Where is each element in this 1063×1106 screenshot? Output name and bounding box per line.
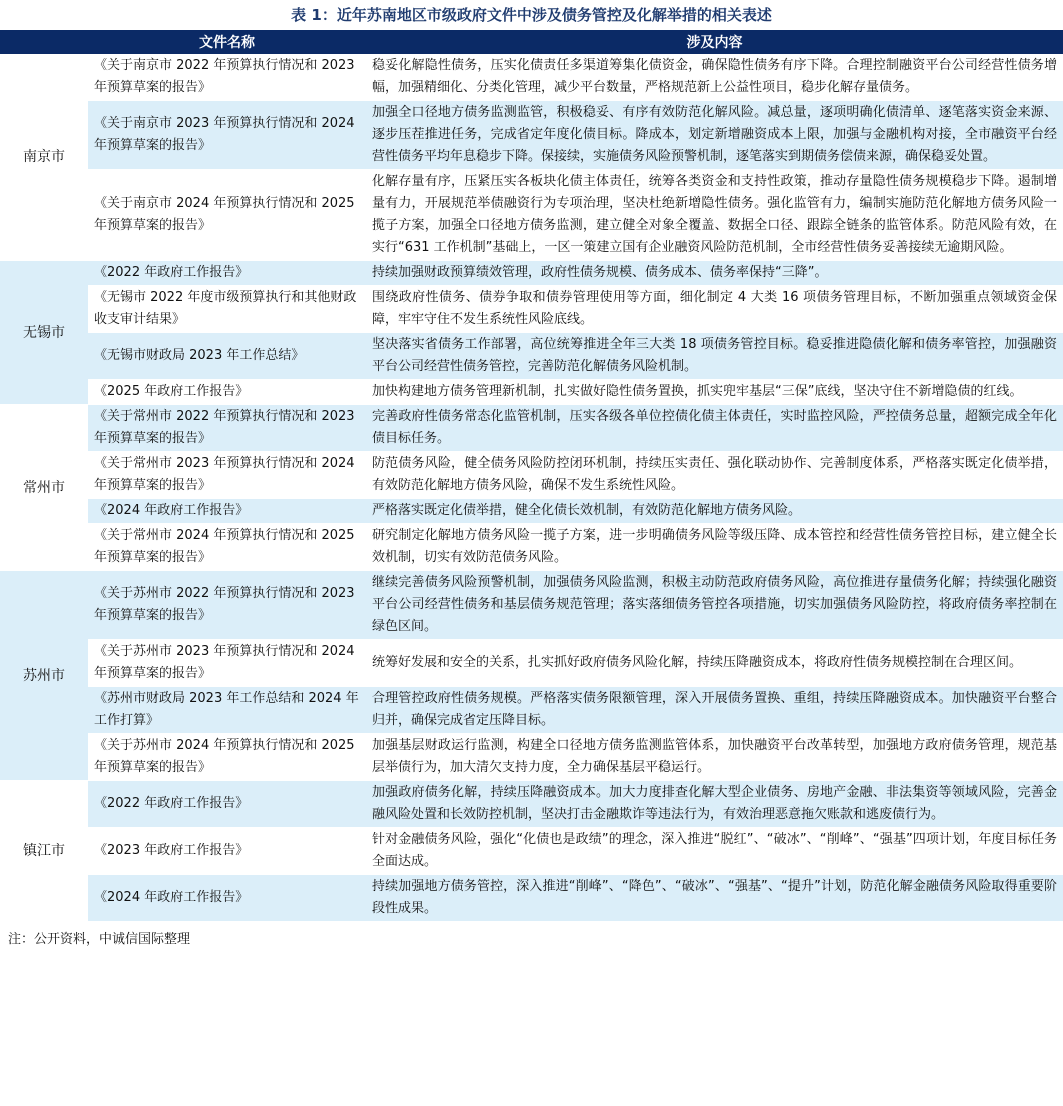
table-title: 表 1：近年苏南地区市级政府文件中涉及债务管控及化解举措的相关表述	[291, 6, 772, 24]
table-row	[0, 170, 1063, 261]
doc-name-cell: 《关于苏州市 2024 年预算执行情况和 2025 年预算草案的报告》	[88, 734, 366, 781]
table-row	[0, 499, 1063, 524]
header-blank	[0, 30, 88, 54]
table-row	[0, 640, 1063, 687]
doc-name-cell: 《关于常州市 2022 年预算执行情况和 2023 年预算草案的报告》	[88, 405, 366, 452]
content-cell: 统筹好发展和安全的关系，扎实抓好政府债务风险化解，持续压降融资成本，将政府性债务规模控制在合理区间。	[366, 640, 1063, 687]
doc-name-cell: 《2024 年政府工作报告》	[88, 875, 366, 922]
doc-name-cell: 《关于南京市 2024 年预算执行情况和 2025 年预算草案的报告》	[88, 170, 366, 261]
table-row	[0, 452, 1063, 499]
doc-name-cell: 《关于南京市 2022 年预算执行情况和 2023 年预算草案的报告》	[88, 54, 366, 101]
doc-name-cell: 《2022 年政府工作报告》	[88, 261, 366, 286]
doc-name-cell: 《关于常州市 2024 年预算执行情况和 2025 年预算草案的报告》	[88, 524, 366, 571]
content-cell: 加强政府债务化解，持续压降融资成本。加大力度排查化解大型企业债务、房地产金融、非法集资等领域风险，完善金融风险处置和长效防控机制，坚决打击金融欺诈等违法行为，有效治理恶意拖欠账款和逃废债行为。	[366, 781, 1063, 828]
city-cell: 苏州市	[0, 571, 88, 781]
content-cell: 严格落实既定化债举措，健全化债长效机制，有效防范化解地方债务风险。	[366, 499, 1063, 524]
content-cell: 围绕政府性债务、债券争取和债券管理使用等方面，细化制定 4 大类 16 项债务管理目标，不断加强重点领域资金保障，牢牢守住不发生系统性风险底线。	[366, 286, 1063, 333]
doc-name-cell: 《关于南京市 2023 年预算执行情况和 2024 年预算草案的报告》	[88, 101, 366, 170]
content-cell: 持续加强财政预算绩效管理，政府性债务规模、债务成本、债务率保持“三降”。	[366, 261, 1063, 286]
content-cell: 持续加强地方债务管控，深入推进“削峰”、“降色”、“破冰”、“强基”、“提升”计划，防范化解金融债务风险取得重要阶段性成果。	[366, 875, 1063, 922]
table-row	[0, 380, 1063, 405]
table-row	[0, 101, 1063, 170]
table-row	[0, 54, 1063, 101]
content-cell: 加快构建地方债务管理新机制，扎实做好隐性债务置换，抓实兜牢基层“三保”底线，坚决守住不新增隐债的红线。	[366, 380, 1063, 405]
content-cell: 针对金融债务风险，强化“化债也是政绩”的理念，深入推进“脱红”、“破冰”、“削峰”、“强基”四项计划，年度目标任务全面达成。	[366, 828, 1063, 875]
table-row	[0, 261, 1063, 286]
doc-name-cell: 《关于苏州市 2023 年预算执行情况和 2024 年预算草案的报告》	[88, 640, 366, 687]
doc-name-cell: 《无锡市财政局 2023 年工作总结》	[88, 333, 366, 380]
header-content: 涉及内容	[366, 30, 1063, 54]
table-row	[0, 524, 1063, 571]
doc-name-cell: 《无锡市 2022 年度市级预算执行和其他财政收支审计结果》	[88, 286, 366, 333]
header-doc-name: 文件名称	[88, 30, 366, 54]
doc-name-cell: 《2024 年政府工作报告》	[88, 499, 366, 524]
city-cell: 镇江市	[0, 781, 88, 922]
table-header-row	[0, 30, 1063, 54]
table-row	[0, 734, 1063, 781]
city-cell: 常州市	[0, 405, 88, 571]
content-cell: 加强全口径地方债务监测监管，积极稳妥、有序有效防范化解风险。减总量，逐项明确化债清单、逐笔落实资金来源、逐步压茬推进任务，完成省定年度化债目标。降成本，划定新增融资成本上限，加强与金融机构对接，全市融资平台经营性债务平均年息稳步下降。保接续，实施债务风险预警机制，逐笔落实到期债务偿债来源，确保稳妥处置。	[366, 101, 1063, 170]
doc-name-cell: 《苏州市财政局 2023 年工作总结和 2024 年工作打算》	[88, 687, 366, 734]
table-row	[0, 781, 1063, 828]
table-row	[0, 571, 1063, 640]
content-cell: 继续完善债务风险预警机制，加强债务风险监测，积极主动防范政府债务风险，高位推进存量债务化解；持续强化融资平台公司经营性债务和基层债务规范管理；落实落细债务管控各项措施，切实加强债务风险防控，将政府债务率控制在绿色区间。	[366, 571, 1063, 640]
content-cell: 研究制定化解地方债务风险一揽子方案，进一步明确债务风险等级压降、成本管控和经营性债务管控目标，建立健全长效机制，切实有效防范债务风险。	[366, 524, 1063, 571]
content-cell: 合理管控政府性债务规模。严格落实债务限额管理，深入开展债务置换、重组，持续压降融资成本。加快融资平台整合归并，确保完成省定压降目标。	[366, 687, 1063, 734]
table-row	[0, 405, 1063, 452]
content-cell: 防范债务风险，健全债务风险防控闭环机制，持续压实责任、强化联动协作、完善制度体系，严格落实既定化债举措，有效防范化解地方债务风险，确保不发生系统性风险。	[366, 452, 1063, 499]
table-row	[0, 286, 1063, 333]
content-cell: 稳妥化解隐性债务，压实化债责任多渠道筹集化债资金，确保隐性债务有序下降。合理控制融资平台公司经营性债务增幅，加强精细化、分类化管理，减少平台数量，严格规范新上公益性项目，稳步化解存量债务。	[366, 54, 1063, 101]
doc-name-cell: 《关于常州市 2023 年预算执行情况和 2024 年预算草案的报告》	[88, 452, 366, 499]
doc-name-cell: 《2022 年政府工作报告》	[88, 781, 366, 828]
source-note: 注：公开资料，中诚信国际整理	[8, 932, 191, 947]
table-row	[0, 875, 1063, 922]
content-cell: 加强基层财政运行监测，构建全口径地方债务监测监管体系，加快融资平台改革转型，加强地方政府债务管理，规范基层举债行为，加大清欠支持力度，全力确保基层平稳运行。	[366, 734, 1063, 781]
table-row	[0, 333, 1063, 380]
content-cell: 坚决落实省债务工作部署，高位统筹推进全年三大类 18 项债务管控目标。稳妥推进隐债化解和债务率管控，加强融资平台公司经营性债务管控，完善防范化解债务风险机制。	[366, 333, 1063, 380]
doc-name-cell: 《2023 年政府工作报告》	[88, 828, 366, 875]
table-row	[0, 828, 1063, 875]
city-cell: 南京市	[0, 54, 88, 261]
content-cell: 化解存量有序，压紧压实各板块化债主体责任，统筹各类资金和支持性政策，推动存量隐性债务规模稳步下降。遏制增量有力，开展规范举债融资行为专项治理，坚决杜绝新增隐性债务。强化监管有力，编制实施防范化解地方债务风险一揽子方案，加强全口径地方债务监测，建立健全对象全覆盖、数据全口径、跟踪全链条的监管体系。防范风险有效，在实行“631 工作机制”基础上，一区一策建立国有企业融资风险防范机制，全市经营性债务妥善接续无逾期风险。	[366, 170, 1063, 261]
doc-name-cell: 《关于苏州市 2022 年预算执行情况和 2023 年预算草案的报告》	[88, 571, 366, 640]
content-cell: 完善政府性债务常态化监管机制，压实各级各单位控债化债主体责任，实时监控风险，严控债务总量，超额完成全年化债目标任务。	[366, 405, 1063, 452]
table-row	[0, 687, 1063, 734]
city-cell: 无锡市	[0, 261, 88, 405]
doc-name-cell: 《2025 年政府工作报告》	[88, 380, 366, 405]
policy-table	[0, 30, 1063, 922]
